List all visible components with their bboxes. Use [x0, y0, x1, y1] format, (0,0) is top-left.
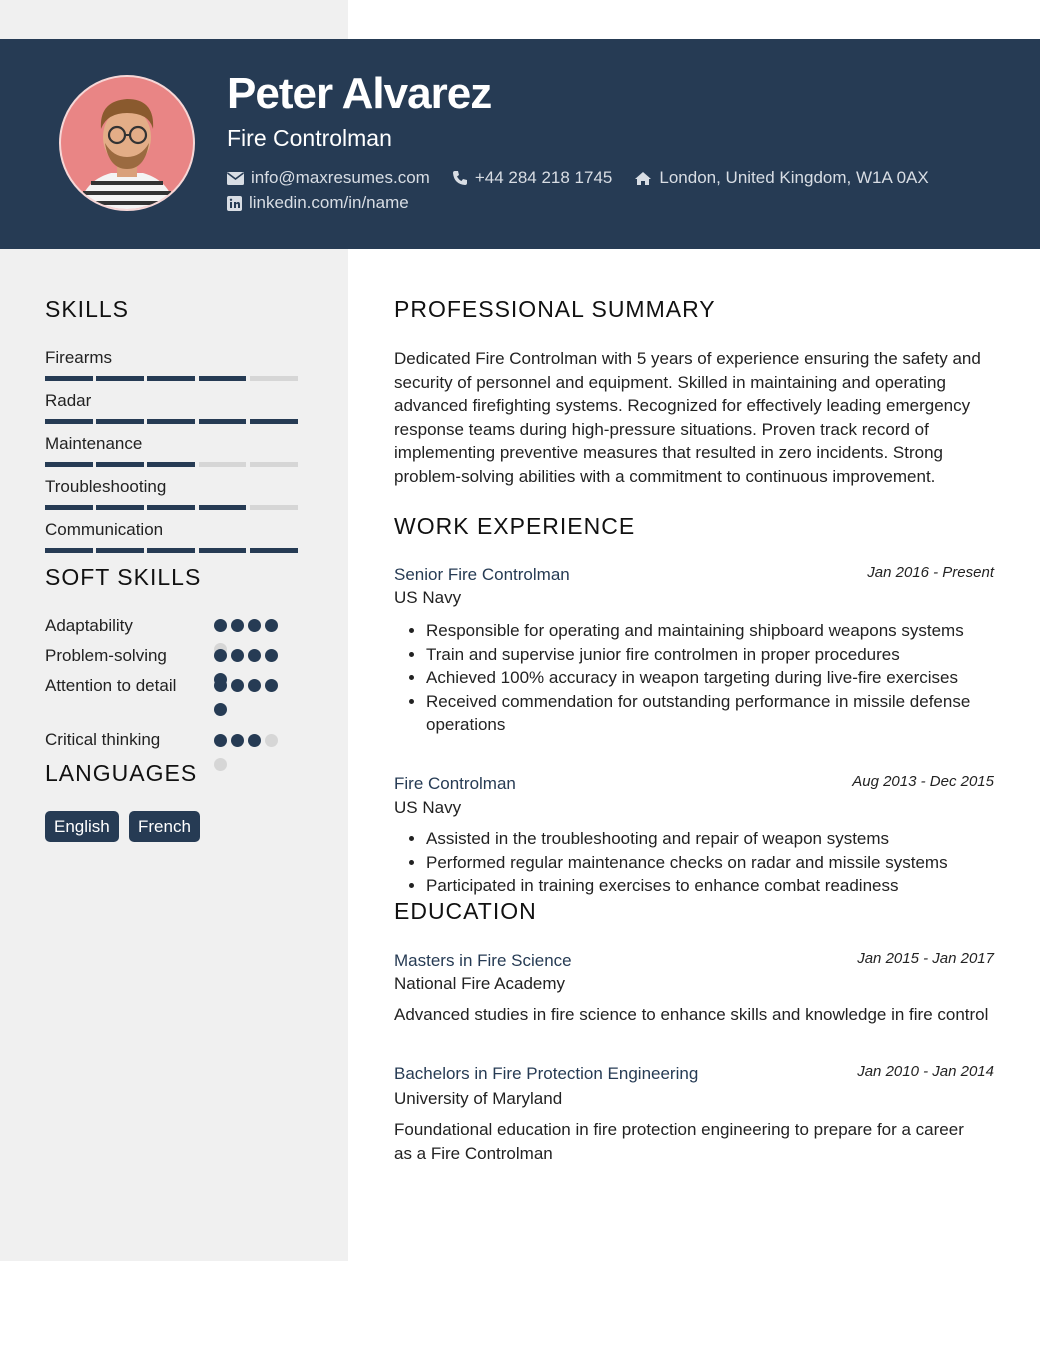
bullet-item: • Participated in training exercises to enhance combat readiness — [426, 874, 1026, 898]
level-bar — [96, 376, 144, 381]
skill-item — [45, 477, 301, 510]
location-text: London, United Kingdom, W1A 0AX — [659, 168, 929, 187]
contact-row-2 — [227, 193, 431, 213]
skills-heading: SKILLS — [45, 296, 129, 322]
level-dot — [231, 649, 244, 662]
bullet-item: • Received commendation for outstanding performance in missile defense operations — [426, 690, 1026, 737]
level-dot — [265, 619, 278, 632]
avatar-portrait-icon — [61, 77, 193, 209]
job-bullets — [394, 619, 1026, 737]
level-bar — [199, 419, 247, 424]
level-bar — [250, 505, 298, 510]
skill-item — [45, 434, 301, 467]
level-bar — [96, 548, 144, 553]
skill-name: Communication — [45, 520, 164, 539]
level-dot — [214, 734, 227, 747]
level-dot — [214, 619, 227, 632]
level-dot — [214, 649, 227, 662]
level-dot — [265, 649, 278, 662]
experience-heading: WORK EXPERIENCE — [394, 513, 636, 539]
skill-level-bars — [45, 548, 301, 553]
linkedin-text: linkedin.com/in/name — [249, 193, 409, 212]
level-bar — [45, 462, 93, 467]
level-bar — [250, 419, 298, 424]
level-dot — [214, 703, 227, 716]
level-bar — [147, 419, 195, 424]
bullet-item: • Assisted in the troubleshooting and repair of weapon systems — [426, 827, 1026, 851]
education-dates: Jan 2010 - Jan 2014 — [857, 1063, 994, 1080]
skill-name: Radar — [45, 391, 92, 410]
job-dates: Aug 2013 - Dec 2015 — [852, 773, 994, 790]
education-desc: Foundational education in fire protection engineering to prepare for a career as a Fire Controlman — [394, 1120, 964, 1163]
level-bar — [96, 505, 144, 510]
skill-item — [45, 348, 301, 381]
bullet-item: • Achieved 100% accuracy in weapon targeting during live-fire exercises — [426, 666, 1026, 690]
home-icon — [634, 171, 652, 186]
level-bar — [147, 376, 195, 381]
summary-text: Dedicated Fire Controlman with 5 years of experience ensuring the safety and security of personnel and equipment. Skilled in maintaining and operating advanced firefighting systems. Recognized for effectively leading emergency response teams during high-pressure situations. Proven track record of implementing preventive measures that resulted in zero incidents. Strong problem-solving abilities with a commitment to continuous improvement. — [394, 349, 981, 486]
skill-item — [45, 520, 301, 553]
bullet-item: • Train and supervise junior fire controlmen in proper procedures — [426, 643, 1026, 667]
language-tag: French — [129, 811, 200, 842]
education-heading: EDUCATION — [394, 898, 537, 924]
skill-level-bars — [45, 462, 301, 467]
job-dates: Jan 2016 - Present — [867, 564, 994, 581]
level-bar — [199, 505, 247, 510]
skill-level-bars — [45, 376, 301, 381]
level-bar — [250, 462, 298, 467]
skill-name: Firearms — [45, 348, 113, 367]
job-title: Fire Controlman — [394, 774, 516, 793]
level-bar — [147, 505, 195, 510]
level-bar — [45, 376, 93, 381]
soft-skill-dots — [214, 679, 294, 727]
email-text: info@maxresumes.com — [251, 168, 430, 187]
avatar — [59, 75, 195, 211]
level-dot — [265, 734, 278, 747]
education-dates: Jan 2015 - Jan 2017 — [857, 950, 994, 967]
level-bar — [96, 419, 144, 424]
skill-level-bars — [45, 505, 301, 510]
level-bar — [45, 419, 93, 424]
envelope-icon — [227, 172, 244, 185]
skill-name: Maintenance — [45, 434, 143, 453]
soft-skill-name: Problem-solving — [45, 646, 167, 665]
level-dot — [214, 679, 227, 692]
soft-skill-name: Attention to detail — [45, 676, 177, 695]
bullet-item: • Performed regular maintenance checks on radar and missile systems — [426, 851, 1026, 875]
phone-icon — [452, 170, 468, 186]
languages-heading: LANGUAGES — [45, 760, 198, 786]
level-dot — [231, 619, 244, 632]
level-dot — [214, 758, 227, 771]
job-bullets — [394, 827, 1026, 898]
contact-row-1 — [227, 168, 951, 188]
school-name: University of Maryland — [394, 1089, 563, 1108]
language-tag: English — [45, 811, 119, 842]
level-dot — [248, 679, 261, 692]
phone-text: +44 284 218 1745 — [474, 168, 613, 187]
level-bar — [96, 462, 144, 467]
job-title: Senior Fire Controlman — [394, 565, 570, 584]
level-bar — [45, 505, 93, 510]
contact-location — [634, 168, 928, 188]
level-bar — [250, 376, 298, 381]
candidate-title: Fire Controlman — [227, 125, 392, 151]
degree-title: Bachelors in Fire Protection Engineering — [394, 1064, 699, 1083]
soft-skill-name: Adaptability — [45, 616, 133, 635]
contact-linkedin[interactable] — [227, 193, 409, 213]
degree-title: Masters in Fire Science — [394, 951, 572, 970]
education-desc: Advanced studies in fire science to enhance skills and knowledge in fire control — [394, 1005, 989, 1024]
job-org: US Navy — [394, 588, 462, 607]
level-dot — [265, 679, 278, 692]
header — [0, 39, 1040, 249]
level-dot — [248, 649, 261, 662]
level-bar — [199, 548, 247, 553]
school-name: National Fire Academy — [394, 974, 566, 993]
summary-heading: PROFESSIONAL SUMMARY — [394, 296, 716, 322]
skill-item — [45, 391, 301, 424]
linkedin-icon — [227, 196, 242, 211]
soft-skills-heading: SOFT SKILLS — [45, 564, 202, 590]
contact-phone[interactable] — [452, 168, 613, 188]
level-dot — [231, 734, 244, 747]
level-bar — [147, 548, 195, 553]
bullet-item: • Responsible for operating and maintaining shipboard weapons systems — [426, 619, 1026, 643]
level-dot — [231, 679, 244, 692]
skill-level-bars — [45, 419, 301, 424]
level-dot — [248, 619, 261, 632]
level-dot — [248, 734, 261, 747]
level-bar — [147, 462, 195, 467]
skill-name: Troubleshooting — [45, 477, 167, 496]
soft-skill-name: Critical thinking — [45, 730, 161, 749]
soft-skill-dots — [214, 734, 294, 782]
level-bar — [199, 462, 247, 467]
contact-email[interactable] — [227, 168, 430, 188]
job-org: US Navy — [394, 798, 462, 817]
level-bar — [250, 548, 298, 553]
level-bar — [199, 376, 247, 381]
candidate-name: Peter Alvarez — [227, 69, 492, 118]
level-bar — [45, 548, 93, 553]
